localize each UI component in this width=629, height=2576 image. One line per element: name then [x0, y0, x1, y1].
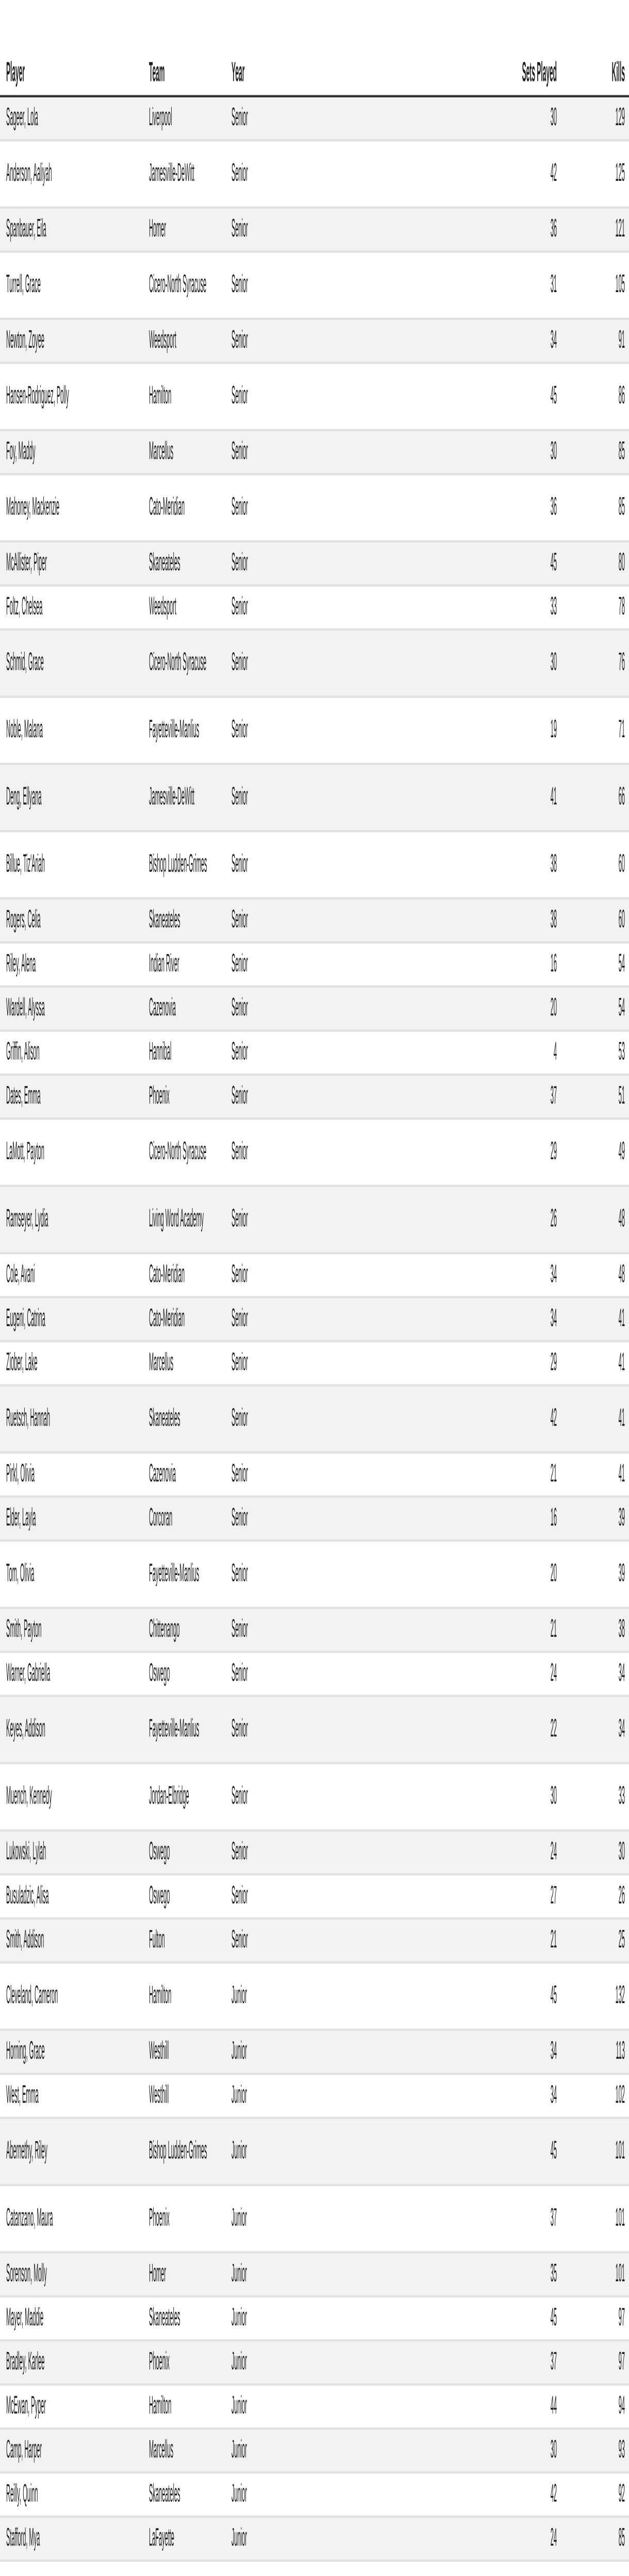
kills-value: 49 [557, 1118, 629, 1186]
year-value: Senior [231, 363, 438, 430]
header-year[interactable]: Year [231, 0, 438, 96]
player-name: Dates, Emma [0, 1075, 149, 1119]
kills-value: 54 [557, 942, 629, 987]
player-name: Tom, Olivia [0, 1540, 149, 1608]
player-name: McEwan, Pyper [0, 2384, 149, 2429]
player-name: Schmid, Grace [0, 630, 149, 697]
team-name: Weedsport [149, 585, 231, 630]
kills-value: 66 [557, 764, 629, 832]
team-name: Fayetteville-Manlius [149, 697, 231, 764]
year-value: Senior [231, 1186, 438, 1253]
kills-value: 85 [557, 474, 629, 541]
year-value: Junior [231, 2384, 438, 2429]
team-name: Cato-Meridian [149, 1297, 231, 1342]
table-row [0, 1763, 629, 1831]
kills-value: 105 [557, 251, 629, 319]
team-name: Marcellus [149, 2429, 231, 2473]
table-row [0, 585, 629, 630]
table-row [0, 942, 629, 987]
year-value: Junior [231, 2074, 438, 2118]
player-name: Foy, Maddy [0, 430, 149, 474]
sets-played-value: 16 [438, 1497, 557, 1541]
sets-played-value: 30 [438, 630, 557, 697]
team-name: Oswego [149, 1874, 231, 1919]
year-value [231, 2561, 438, 2576]
header-player[interactable]: Player [0, 0, 149, 96]
team-name: Hamilton [149, 1962, 231, 2030]
sets-played-value: 34 [438, 319, 557, 363]
table-row [0, 2384, 629, 2429]
year-value: Senior [231, 764, 438, 832]
year-value: Senior [231, 96, 438, 141]
kills-value: 34 [557, 1696, 629, 1764]
kills-value: 101 [557, 2185, 629, 2252]
sets-played-value: 35 [438, 2252, 557, 2297]
year-value: Senior [231, 1075, 438, 1119]
player-name: Turrell, Grace [0, 251, 149, 319]
table-body [0, 96, 629, 2576]
year-value: Senior [231, 942, 438, 987]
team-name: Fayetteville-Manlius [149, 1540, 231, 1608]
sets-played-value: 37 [438, 2185, 557, 2252]
year-value: Senior [231, 541, 438, 586]
kills-value: 85 [557, 2517, 629, 2561]
player-name: Griffin, Alison [0, 1030, 149, 1075]
table-row [0, 1831, 629, 1875]
year-value: Junior [231, 2118, 438, 2185]
year-value: Senior [231, 430, 438, 474]
team-name: Liverpool [149, 96, 231, 141]
table-row [0, 430, 629, 474]
player-name: Ziober, Lake [0, 1341, 149, 1385]
sets-played-value: 42 [438, 1385, 557, 1453]
year-value: Senior [231, 1874, 438, 1919]
team-name: Indian River [149, 942, 231, 987]
table-row [0, 987, 629, 1031]
kills-value: 97 [557, 2341, 629, 2385]
table-header [0, 0, 629, 96]
table-row [0, 630, 629, 697]
year-value: Senior [231, 831, 438, 899]
year-value: Junior [231, 1962, 438, 2030]
player-name: Eugeni, Catrina [0, 1297, 149, 1342]
sets-played-value: 24 [438, 2517, 557, 2561]
kills-value: 93 [557, 2429, 629, 2473]
year-value: Senior [231, 1608, 438, 1652]
year-value: Senior [231, 630, 438, 697]
table-row [0, 1297, 629, 1342]
year-value: Senior [231, 319, 438, 363]
team-name: Cicero-North Syracuse [149, 630, 231, 697]
table-row [0, 96, 629, 141]
sets-played-value: 21 [438, 1452, 557, 1497]
table-row [0, 1118, 629, 1186]
table-row [0, 2561, 629, 2576]
team-name: Skaneateles [149, 541, 231, 586]
kills-value: 60 [557, 899, 629, 943]
year-value: Junior [231, 2341, 438, 2385]
kills-value: 30 [557, 1831, 629, 1875]
player-name: Camp, Harper [0, 2429, 149, 2473]
sets-played-value: 30 [438, 430, 557, 474]
team-name: Fayetteville-Manlius [149, 1696, 231, 1764]
table-row [0, 1186, 629, 1253]
table-row [0, 1540, 629, 1608]
year-value: Senior [231, 1763, 438, 1831]
year-value: Senior [231, 987, 438, 1031]
kills-value: 41 [557, 1452, 629, 1497]
sets-played-value: 24 [438, 1652, 557, 1696]
team-name: Oswego [149, 1652, 231, 1696]
year-value: Senior [231, 1919, 438, 1963]
player-name: Cole, Avani [0, 1253, 149, 1297]
year-value: Junior [231, 2252, 438, 2297]
year-value: Junior [231, 2472, 438, 2517]
year-value: Senior [231, 1118, 438, 1186]
sets-played-value: 34 [438, 2074, 557, 2118]
team-name: Homer [149, 2252, 231, 2297]
sets-played-value: 4 [438, 1030, 557, 1075]
table-row [0, 319, 629, 363]
team-name: Cazenovia [149, 1452, 231, 1497]
sets-played-value: 30 [438, 96, 557, 141]
kills-value: 48 [557, 1253, 629, 1297]
player-name: Billue, Tiz'Ariah [0, 831, 149, 899]
sets-played-value: 29 [438, 1118, 557, 1186]
year-value: Senior [231, 1297, 438, 1342]
kills-value: 71 [557, 697, 629, 764]
table-row [0, 831, 629, 899]
year-value: Senior [231, 1652, 438, 1696]
year-value: Senior [231, 1497, 438, 1541]
kills-value: 33 [557, 1763, 629, 1831]
kills-value: 121 [557, 208, 629, 252]
kills-value: 53 [557, 1030, 629, 1075]
player-name: Lukowski, Lylah [0, 1831, 149, 1875]
player-name: West, Emma [0, 2074, 149, 2118]
table-row [0, 1608, 629, 1652]
team-name: Skaneateles [149, 1385, 231, 1453]
player-name: Catanzano, Maura [0, 2185, 149, 2252]
sets-played-value: 45 [438, 2118, 557, 2185]
sets-played-value: 31 [438, 251, 557, 319]
sets-played-value: 27 [438, 1874, 557, 1919]
player-name: Mahoney, Mackenzie [0, 474, 149, 541]
year-value: Senior [231, 1385, 438, 1453]
sets-played-value: 21 [438, 1608, 557, 1652]
sets-played-value: 21 [438, 1919, 557, 1963]
kills-value: 25 [557, 1919, 629, 1963]
header-kills[interactable]: Kills [557, 0, 629, 96]
kills-value: 41 [557, 1341, 629, 1385]
year-value: Senior [231, 1253, 438, 1297]
team-name: Phoenix [149, 1075, 231, 1119]
table-row [0, 140, 629, 208]
table-row [0, 1874, 629, 1919]
table-row [0, 1962, 629, 2030]
year-value: Senior [231, 1030, 438, 1075]
year-value: Senior [231, 1696, 438, 1764]
player-name: Riley, Alena [0, 942, 149, 987]
team-name: Cazenovia [149, 987, 231, 1031]
player-name: Smith, Addison [0, 1919, 149, 1963]
sets-played-value: 37 [438, 1075, 557, 1119]
kills-value: 85 [557, 430, 629, 474]
kills-value: 91 [557, 319, 629, 363]
table-row [0, 2118, 629, 2185]
table-row [0, 1030, 629, 1075]
kills-value: 26 [557, 1874, 629, 1919]
kills-value: 41 [557, 1385, 629, 1453]
team-name: Hannibal [149, 1030, 231, 1075]
sets-played-value: 37 [438, 2341, 557, 2385]
team-name: Jordan-Elbridge [149, 1763, 231, 1831]
team-name: Westhill [149, 2030, 231, 2074]
year-value: Junior [231, 2517, 438, 2561]
table-row [0, 1075, 629, 1119]
sets-played-value: 45 [438, 363, 557, 430]
sets-played-value: 19 [438, 697, 557, 764]
table-row [0, 1652, 629, 1696]
player-name: Warner, Gabriella [0, 1652, 149, 1696]
kills-value: 48 [557, 1186, 629, 1253]
team-name: LaFayette [149, 2517, 231, 2561]
player-name: Ruetsch, Hannah [0, 1385, 149, 1453]
sets-played-value: 34 [438, 2030, 557, 2074]
year-value: Junior [231, 2030, 438, 2074]
kills-value: 92 [557, 2472, 629, 2517]
kills-value: 80 [557, 541, 629, 586]
kills-value: 54 [557, 987, 629, 1031]
player-name: Muench, Kennedy [0, 1763, 149, 1831]
year-value: Junior [231, 2185, 438, 2252]
table-row [0, 1385, 629, 1453]
team-name: Skaneateles [149, 2296, 231, 2341]
player-name: Cleveland, Cameron [0, 1962, 149, 2030]
kills-value: 113 [557, 2030, 629, 2074]
sets-played-value: 30 [438, 2429, 557, 2473]
team-name: Hamilton [149, 363, 231, 430]
team-name: Cicero-North Syracuse [149, 251, 231, 319]
kills-value: 76 [557, 630, 629, 697]
player-name: Foltz, Chelsea [0, 585, 149, 630]
kills-value: 78 [557, 585, 629, 630]
year-value: Senior [231, 697, 438, 764]
table-row [0, 1452, 629, 1497]
sets-played-value: 20 [438, 987, 557, 1031]
year-value: Senior [231, 208, 438, 252]
team-name: Phoenix [149, 2341, 231, 2385]
kills-value: 51 [557, 1075, 629, 1119]
team-name: Marcellus [149, 430, 231, 474]
sets-played-value: 34 [438, 1297, 557, 1342]
year-value: Senior [231, 1831, 438, 1875]
sets-played-value: 34 [438, 1253, 557, 1297]
table-row [0, 2472, 629, 2517]
team-name: Cato-Meridian [149, 1253, 231, 1297]
player-name: LaMott, Payton [0, 1118, 149, 1186]
table-row [0, 2074, 629, 2118]
kills-value: 94 [557, 2384, 629, 2429]
sets-played-value: 26 [438, 1186, 557, 1253]
kills-value: 38 [557, 1608, 629, 1652]
kills-value: 102 [557, 2074, 629, 2118]
kills-value: 41 [557, 1297, 629, 1342]
table-row [0, 474, 629, 541]
team-name: Homer [149, 208, 231, 252]
table-row [0, 1341, 629, 1385]
sets-played-value: 42 [438, 140, 557, 208]
sets-played-value: 30 [438, 1763, 557, 1831]
team-name: Bishop Ludden-Grimes [149, 831, 231, 899]
team-name: Oswego [149, 1831, 231, 1875]
table-row [0, 363, 629, 430]
player-name [0, 2561, 149, 2576]
sets-played-value: 36 [438, 474, 557, 541]
sets-played-value [438, 2561, 557, 2576]
sets-played-value: 20 [438, 1540, 557, 1608]
kills-value: 125 [557, 140, 629, 208]
team-name: Bishop Ludden-Grimes [149, 2118, 231, 2185]
kills-value: 60 [557, 831, 629, 899]
kills-value: 39 [557, 1497, 629, 1541]
year-value: Junior [231, 2429, 438, 2473]
sets-played-value: 22 [438, 1696, 557, 1764]
sets-played-value: 16 [438, 942, 557, 987]
team-name: Jamesville-DeWitt [149, 140, 231, 208]
table-row [0, 2429, 629, 2473]
team-name: Phoenix [149, 2185, 231, 2252]
player-name: Sorenson, Molly [0, 2252, 149, 2297]
year-value: Senior [231, 140, 438, 208]
year-value: Senior [231, 1341, 438, 1385]
player-name: Abernethy, Riley [0, 2118, 149, 2185]
player-name: Pirkl, Olivia [0, 1452, 149, 1497]
team-name: Jamesville-DeWitt [149, 764, 231, 832]
table-row [0, 251, 629, 319]
table-row [0, 2296, 629, 2341]
sets-played-value: 38 [438, 899, 557, 943]
player-name: Keyes, Addison [0, 1696, 149, 1764]
player-name: McAllister, Piper [0, 541, 149, 586]
sets-played-value: 42 [438, 2472, 557, 2517]
sets-played-value: 29 [438, 1341, 557, 1385]
player-name: Reilly, Quinn [0, 2472, 149, 2517]
kills-value: 34 [557, 1652, 629, 1696]
sets-played-value: 38 [438, 831, 557, 899]
team-name: Hamilton [149, 2384, 231, 2429]
table-row [0, 208, 629, 252]
year-value: Senior [231, 1452, 438, 1497]
team-name: Chittenango [149, 1608, 231, 1652]
team-name: Cato-Meridian [149, 474, 231, 541]
table-row [0, 1696, 629, 1764]
sets-played-value: 45 [438, 1962, 557, 2030]
player-name: Noble, Malana [0, 697, 149, 764]
kills-value: 132 [557, 1962, 629, 2030]
table-row [0, 2185, 629, 2252]
team-name: Weedsport [149, 319, 231, 363]
table-row [0, 2030, 629, 2074]
player-name: Rogers, Celia [0, 899, 149, 943]
sets-played-value: 44 [438, 2384, 557, 2429]
sets-played-value: 45 [438, 2296, 557, 2341]
player-name: Hansen-Rodriguez, Polly [0, 363, 149, 430]
player-name: Deng, Ellyana [0, 764, 149, 832]
team-name: Corcoran [149, 1497, 231, 1541]
sets-played-value: 45 [438, 541, 557, 586]
kills-value: 97 [557, 2296, 629, 2341]
table-row [0, 697, 629, 764]
sets-played-value: 36 [438, 208, 557, 252]
kills-value: 39 [557, 1540, 629, 1608]
player-name: Wardell, Alyssa [0, 987, 149, 1031]
table-row [0, 1919, 629, 1963]
year-value: Junior [231, 2296, 438, 2341]
sets-played-value: 24 [438, 1831, 557, 1875]
team-name: Cicero-North Syracuse [149, 1118, 231, 1186]
year-value: Senior [231, 1540, 438, 1608]
table-row [0, 2252, 629, 2297]
table-row [0, 2517, 629, 2561]
table-row [0, 1253, 629, 1297]
kills-value: 101 [557, 2252, 629, 2297]
table-row [0, 899, 629, 943]
player-name: Bradley, Karlee [0, 2341, 149, 2385]
table-row [0, 764, 629, 832]
header-sets-played[interactable]: Sets Played [438, 0, 557, 96]
player-name: Horning, Grace [0, 2030, 149, 2074]
player-name: Anderson, Aaliyah [0, 140, 149, 208]
player-name: Smith, Payton [0, 1608, 149, 1652]
year-value: Senior [231, 585, 438, 630]
team-name: Fulton [149, 1919, 231, 1963]
team-name: Living Word Academy [149, 1186, 231, 1253]
team-name [149, 2561, 231, 2576]
player-name: Spanbauer, Eila [0, 208, 149, 252]
kills-value [557, 2561, 629, 2576]
player-name: Newton, Zoyee [0, 319, 149, 363]
kills-value: 129 [557, 96, 629, 141]
header-team[interactable]: Team [149, 0, 231, 96]
year-value: Senior [231, 474, 438, 541]
table-row [0, 2341, 629, 2385]
table-row [0, 1497, 629, 1541]
player-name: Sageer, Lola [0, 96, 149, 141]
player-name: Elder, Layla [0, 1497, 149, 1541]
player-name: Stafford, Mya [0, 2517, 149, 2561]
team-name: Westhill [149, 2074, 231, 2118]
team-name: Skaneateles [149, 2472, 231, 2517]
player-name: Mayer, Maddie [0, 2296, 149, 2341]
kills-value: 86 [557, 363, 629, 430]
table-row [0, 541, 629, 586]
player-name: Ramseyer, Lydia [0, 1186, 149, 1253]
sets-played-value: 33 [438, 585, 557, 630]
team-name: Marcellus [149, 1341, 231, 1385]
team-name: Skaneateles [149, 899, 231, 943]
year-value: Senior [231, 251, 438, 319]
player-name: Busuladzic, Alisa [0, 1874, 149, 1919]
year-value: Senior [231, 899, 438, 943]
kills-value: 101 [557, 2118, 629, 2185]
sets-played-value: 41 [438, 764, 557, 832]
